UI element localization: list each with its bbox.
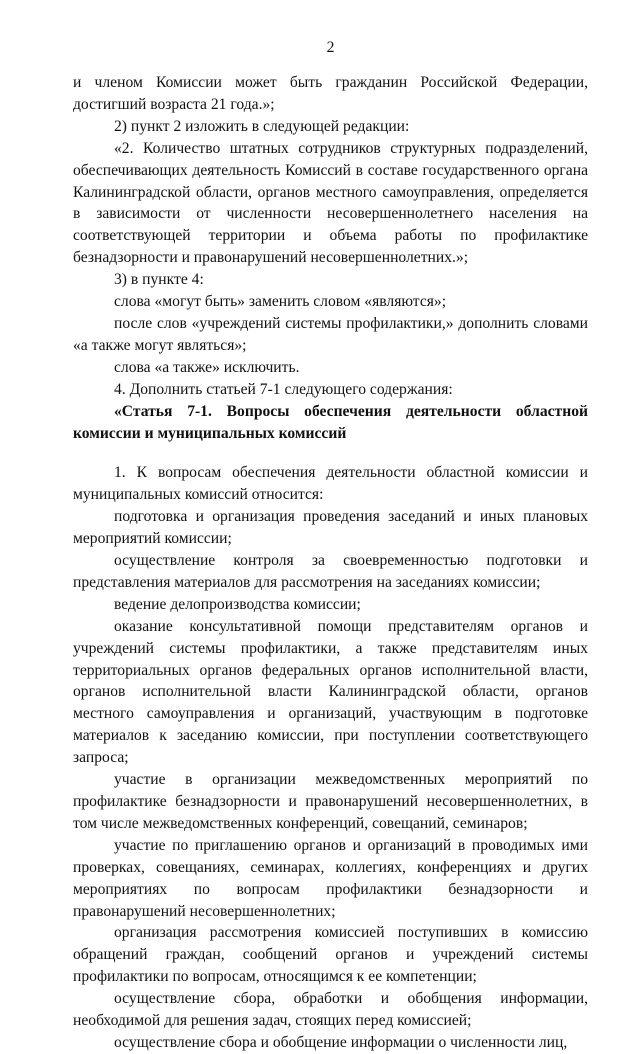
body-paragraph: организация рассмотрения комиссией поступивших в комиссию обращений граждан, сообщений органов и учреждений системы профилактики по вопросам, относящимся к ее компетенции; [73,924,588,986]
body-paragraph: участие по приглашению органов и организаций в проводимых ими проверках, совещаниях, семинарах, коллегиях, конференциях и других мероприятиях по вопросам профилактики безнадзорности и правонарушений несовершеннолетних; [73,836,588,920]
body-paragraph: 1. К вопросам обеспечения деятельности областной комиссии и муниципальных комиссий относится: [73,464,588,504]
intro-paragraph: 3) в пункте 4: [114,271,204,289]
intro-section [73,72,588,401]
body-paragraph: оказание консультативной помощи представителям органов и учреждений системы профилактики, а также представителям иных территориальных органов федеральных органов исполнительной власти, органов исполнительной власти Калининградской области, органов местного самоуправления и организаций, участвующим в подготовке материалов к заседанию комиссии, при поступлении соответствующего запроса; [73,617,588,767]
body-paragraph: ведение делопроизводства комиссии; [114,595,361,613]
body-paragraph: осуществление сбора и обобщение информации о численности лиц, [114,1033,568,1051]
body-paragraph: осуществление контроля за своевременностью подготовки и представления материалов для рассмотрения на заседаниях комиссии; [73,552,588,591]
intro-paragraph: «2. Количество штатных сотрудников структурных подразделений, обеспечивающих деятельность Комиссий в составе государственного органа Калининградской области, органов местного самоуправления, определяется в зависимости от численности несовершеннолетнего населения на соответствующей территории и объема работы по профилактике безнадзорности и правонарушений несовершеннолетних.»; [73,139,588,267]
intro-paragraph: и членом Комиссии может быть гражданин Российской Федерации, достигший возраста 21 года.»; [73,74,588,113]
body-paragraph: осуществление сбора, обработки и обобщения информации, необходимой для решения задач, стоящих перед комиссией; [73,990,588,1030]
intro-paragraph: 2) пункт 2 изложить в следующей редакции: [114,117,410,135]
article-heading: «Статья 7-1. Вопросы обеспечения деятельности областной комиссии и муниципальных комиссий [73,402,588,442]
body-paragraph: подготовка и организация проведения заседаний и иных плановых мероприятий комиссии; [73,508,588,548]
intro-paragraph: после слов «учреждений системы профилактики,» дополнить словами «а также могут являться»; [73,314,588,354]
intro-paragraph: 4. Дополнить статьей 7-1 следующего содержания: [114,380,453,398]
body-paragraph: участие в организации межведомственных мероприятий по профилактике безнадзорности и правонарушений несовершеннолетних, в том числе межведомственных конференций, совещаний, семинаров; [73,771,588,832]
intro-paragraph: слова «могут быть» заменить словом «являются»; [114,293,447,311]
page-number: 2 [326,39,335,56]
intro-paragraph: слова «а также» исключить. [114,358,300,376]
article-body [73,462,588,1053]
